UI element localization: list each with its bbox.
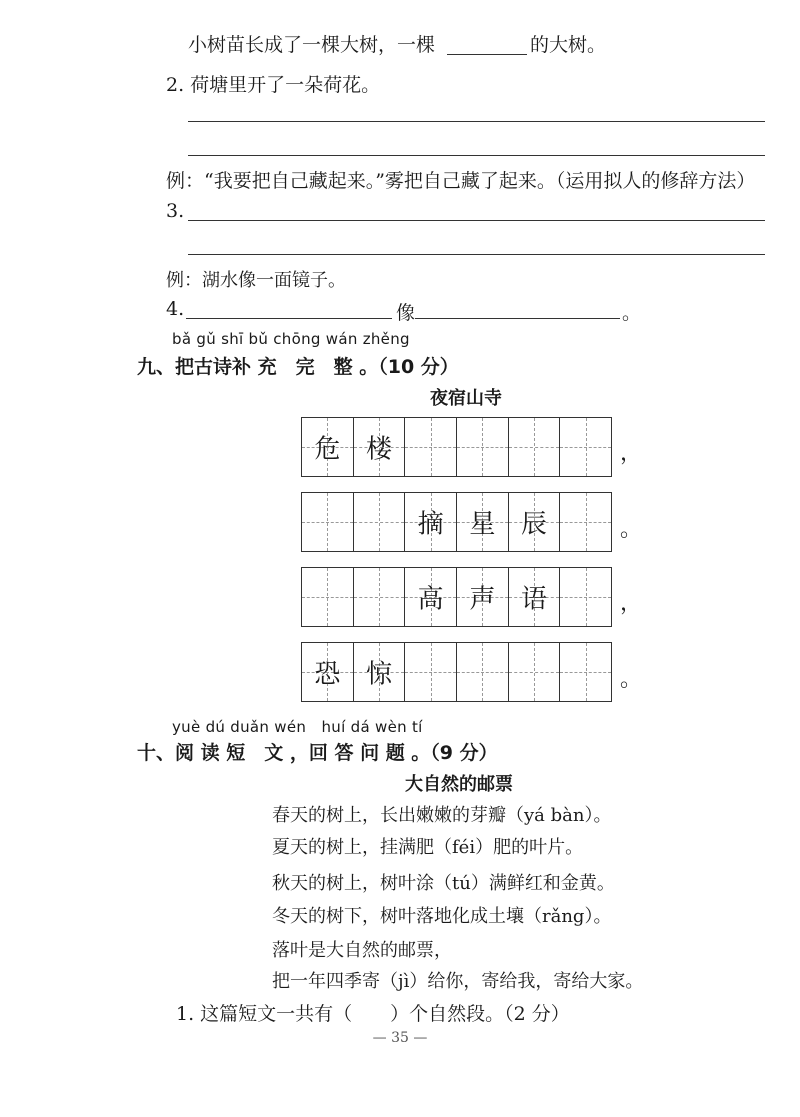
grid-cell-blank[interactable] (405, 418, 457, 476)
exercise-text-a: 小树苗长成了一棵大树，一棵 (188, 34, 436, 56)
grid-cell-blank[interactable] (457, 643, 509, 701)
answer-blank-4a[interactable] (186, 318, 392, 319)
question-3-number: 3. (166, 200, 185, 222)
poem-row-1 (301, 417, 612, 477)
grid-cell-blank[interactable] (509, 643, 561, 701)
answer-line-3a[interactable] (188, 220, 765, 221)
grid-cell-blank[interactable] (405, 643, 457, 701)
poem-punct-4: 。 (620, 667, 643, 692)
poem-row-3 (301, 567, 612, 627)
exercise-text-b: 的大树。 (530, 34, 607, 56)
passage-line-2: 夏天的树上，挂满肥（féi）肥的叶片。 (272, 837, 584, 858)
poem-title: 夜宿山寺 (430, 388, 502, 409)
question-10-1: 1. 这篇短文一共有（ ）个自然段。（2 分） (176, 1003, 570, 1025)
answer-line-2a[interactable] (188, 121, 765, 122)
grid-cell: 摘 (405, 493, 457, 551)
answer-line-3b[interactable] (188, 254, 765, 255)
grid-cell-blank[interactable] (560, 493, 611, 551)
grid-cell-blank[interactable] (354, 568, 406, 626)
question-4-mid: 像 (396, 302, 416, 324)
grid-cell-blank[interactable] (302, 493, 354, 551)
example-2: 例：湖水像一面镜子。 (166, 270, 346, 291)
grid-cell: 恐 (302, 643, 354, 701)
grid-cell-blank[interactable] (560, 568, 611, 626)
page-number: — 35 — (372, 1030, 428, 1046)
grid-cell: 楼 (354, 418, 406, 476)
grid-cell: 惊 (354, 643, 406, 701)
passage-line-6: 把一年四季寄（jì）给你，寄给我，寄给大家。 (272, 971, 644, 992)
passage-line-5: 落叶是大自然的邮票， (272, 940, 452, 961)
answer-blank-4b[interactable] (415, 318, 620, 319)
grid-cell: 危 (302, 418, 354, 476)
grid-cell-blank[interactable] (457, 418, 509, 476)
exercise-line-1 (188, 30, 435, 57)
poem-row-4 (301, 642, 612, 702)
grid-cell-blank[interactable] (354, 493, 406, 551)
grid-cell-blank[interactable] (560, 418, 611, 476)
passage-line-1: 春天的树上，长出嫩嫩的芽瓣（yá bàn）。 (272, 805, 612, 826)
answer-line-2b[interactable] (188, 155, 765, 156)
passage-title: 大自然的邮票 (405, 774, 513, 795)
example-1: 例：“我要把自己藏起来。”雾把自己藏了起来。（运用拟人的修辞方法） (166, 170, 756, 192)
grid-cell-blank[interactable] (302, 568, 354, 626)
section-9-title: 九、把古诗补 充 完 整 。（10 分） (137, 356, 459, 378)
section-9-pinyin: bǎ gǔ shī bǔ chōng wán zhěng (172, 330, 410, 348)
passage-line-3: 秋天的树上，树叶涂（tú）满鲜红和金黄。 (272, 873, 615, 894)
question-2: 2. 荷塘里开了一朵荷花。 (166, 74, 381, 96)
poem-row-2 (301, 492, 612, 552)
grid-cell: 语 (509, 568, 561, 626)
grid-cell-blank[interactable] (560, 643, 611, 701)
poem-punct-1: ， (620, 441, 643, 466)
poem-punct-2: 。 (620, 517, 643, 542)
question-4-end: 。 (622, 302, 642, 324)
grid-cell: 辰 (509, 493, 561, 551)
answer-blank-1[interactable] (447, 54, 527, 55)
grid-cell: 星 (457, 493, 509, 551)
grid-cell: 高 (405, 568, 457, 626)
grid-cell: 声 (457, 568, 509, 626)
poem-punct-3: ， (620, 591, 643, 616)
question-4-number: 4. (166, 298, 185, 320)
passage-line-4: 冬天的树下，树叶落地化成土壤（rǎng）。 (272, 906, 612, 927)
section-10-pinyin: yuè dú duǎn wén huí dá wèn tí (172, 718, 423, 736)
section-10-title: 十、阅 读 短 文 ，回 答 问 题 。（9 分） (137, 742, 498, 764)
grid-cell-blank[interactable] (509, 418, 561, 476)
